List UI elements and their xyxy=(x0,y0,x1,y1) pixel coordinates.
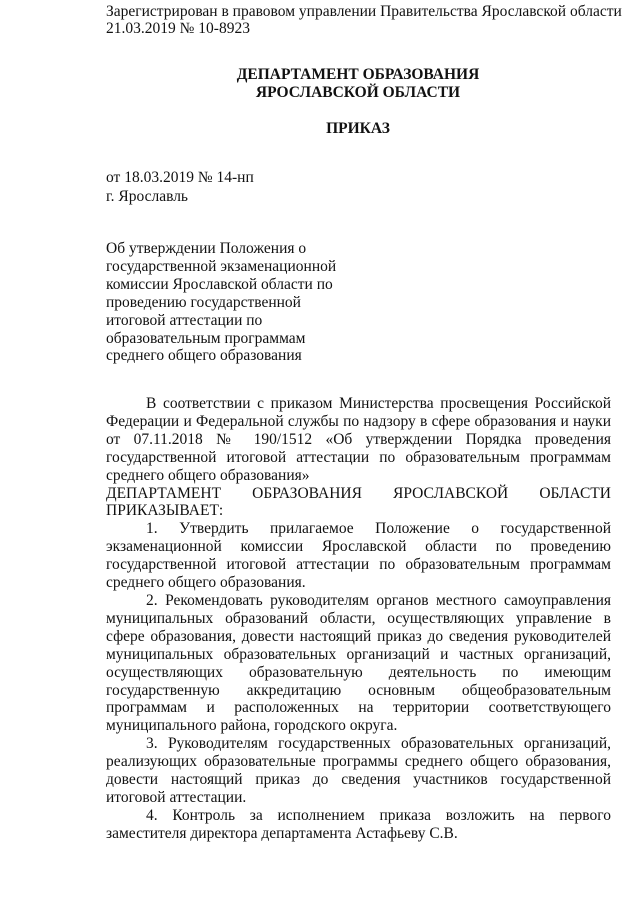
order-subject xyxy=(106,240,366,365)
preamble-paragraph: В соответствии с приказом Министерства просвещения Российской Федерации и Федеральной службы по надзору в сфере образования и науки от 07.11.2018 № 190/1512 «Об утверждении Порядка проведения государственной итоговой аттестации по образовательным программам среднего общего образования» xyxy=(106,395,611,484)
registration-line-2: 21.03.2019 № 10-8923 xyxy=(106,20,250,37)
order-item-4: 4. Контроль за исполнением приказа возложить на первого заместителя директора департамента Астафьеву С.В. xyxy=(106,806,611,842)
subject-line: Об утверждении Положения о xyxy=(106,240,307,257)
department-name-line-1: ДЕПАРТАМЕНТ ОБРАЗОВАНИЯ xyxy=(236,66,480,83)
registration-note xyxy=(106,3,626,37)
order-body xyxy=(106,395,611,843)
subject-line: государственной экзаменационной xyxy=(106,257,337,275)
order-meta xyxy=(106,168,254,206)
order-city: г. Ярославль xyxy=(106,188,188,205)
department-name-line-2: ЯРОСЛАВСКОЙ ОБЛАСТИ xyxy=(255,83,461,101)
directive-phrase xyxy=(106,485,611,521)
registration-line-1: Зарегистрирован в правовом управлении Правительства Ярославской области xyxy=(106,3,622,20)
subject-line: комиссии Ярославской области по xyxy=(106,275,333,293)
subject-line: среднего общего образования xyxy=(106,347,302,365)
directive-orders: ПРИКАЗЫВАЕТ: xyxy=(106,502,224,520)
order-item-2: 2. Рекомендовать руководителям органов местного самоуправления муниципальных образований области, осуществляющих управление в сфере образования, довести настоящий приказ до сведения руководителей муниципальных образовательных организаций и частных организаций, осуществляющих образовательную деятельность по имеющим государственную аккредитацию основным общеобразовательным программам и расположенных на территории соответствующего муниципального района, городского округа. xyxy=(106,591,611,735)
directive-word: ЯРОСЛАВСКОЙ xyxy=(393,484,509,502)
directive-word: ОБРАЗОВАНИЯ xyxy=(252,484,362,502)
department-header xyxy=(106,66,610,101)
order-item-3: 3. Руководителям государственных образовательных организаций, реализующих образовательные программы среднего общего образования, довести настоящий приказ до сведения участников государственной итоговой аттестации. xyxy=(106,735,611,806)
subject-line: итоговой аттестации по xyxy=(106,311,263,329)
order-title: ПРИКАЗ xyxy=(326,120,390,137)
subject-line: образовательным программам xyxy=(106,329,306,347)
directive-word: ДЕПАРТАМЕНТ xyxy=(106,484,222,502)
subject-line: проведению государственной xyxy=(106,293,301,311)
order-number-date: от 18.03.2019 № 14-нп xyxy=(106,169,254,186)
order-item-1: 1. Утвердить прилагаемое Положение о государственной экзаменационной комиссии Ярославской области по проведению государственной итоговой аттестации по образовательным программам среднего общего образования. xyxy=(106,520,611,592)
directive-word: ОБЛАСТИ xyxy=(539,484,611,502)
